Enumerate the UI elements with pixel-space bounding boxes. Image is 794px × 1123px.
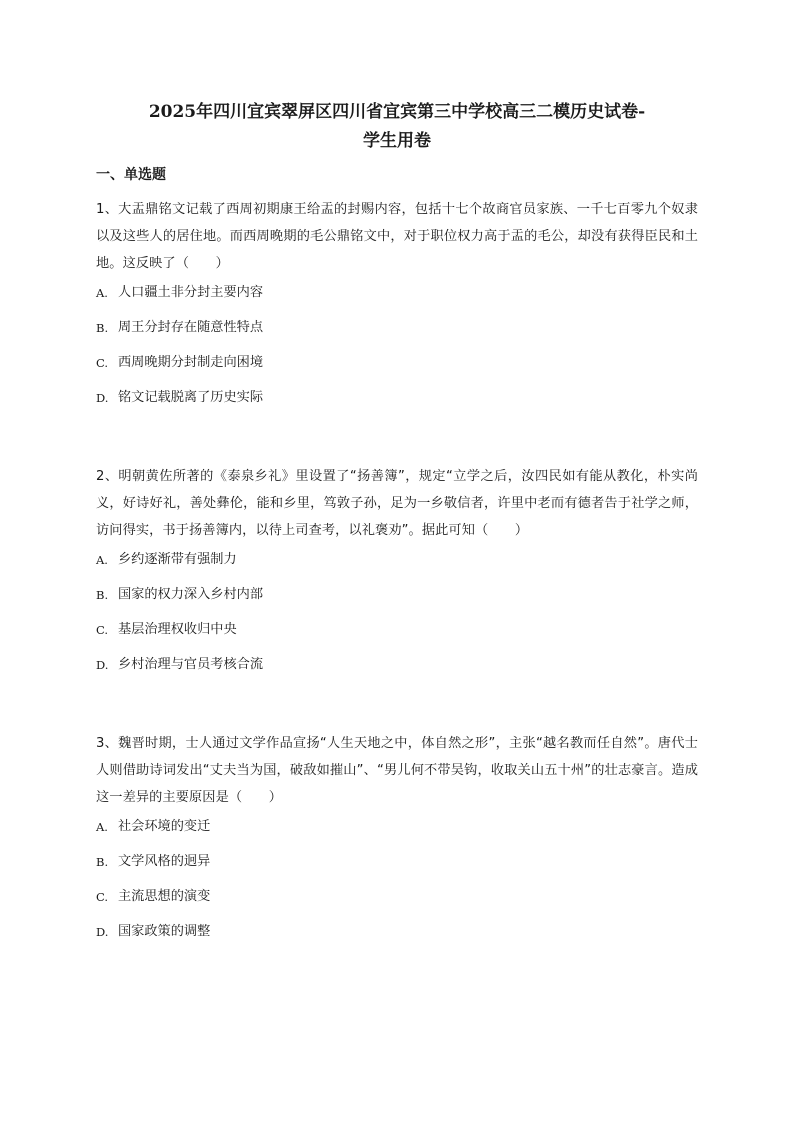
option-c[interactable] xyxy=(96,620,698,655)
option-letter: B. xyxy=(96,855,109,869)
option-list xyxy=(96,283,698,423)
option-letter: B. xyxy=(96,321,109,335)
option-letter: D. xyxy=(96,658,109,672)
option-text: 周王分封存在随意性特点 xyxy=(118,320,264,335)
question-stem: 1、大盂鼎铭文记载了西周初期康王给盂的封赐内容，包括十七个故商官员家族、一千七百零九个奴隶以及这些人的居住地。而西周晚期的毛公鼎铭文中，对于职位权力高于盂的毛公，却没有获得臣民和土地。这反映了（ ） xyxy=(96,202,698,271)
option-letter: C. xyxy=(96,890,109,904)
option-letter: D. xyxy=(96,391,109,405)
question-3 xyxy=(96,730,698,957)
option-list xyxy=(96,817,698,957)
option-d[interactable] xyxy=(96,388,698,423)
option-letter: A. xyxy=(96,820,108,834)
option-text: 人口疆土非分封主要内容 xyxy=(118,285,264,300)
option-text: 社会环境的变迁 xyxy=(118,819,211,834)
option-b[interactable] xyxy=(96,585,698,620)
section-heading: 一、单选题 xyxy=(96,167,166,183)
option-a[interactable] xyxy=(96,283,698,318)
option-a[interactable] xyxy=(96,550,698,585)
option-text: 铭文记载脱离了历史实际 xyxy=(118,390,264,405)
option-text: 西周晚期分封制走向困境 xyxy=(118,355,264,370)
option-text: 乡约逐渐带有强制力 xyxy=(118,552,237,567)
option-c[interactable] xyxy=(96,353,698,388)
document-title-line-2: 学生用卷 xyxy=(363,131,431,151)
question-1 xyxy=(96,196,698,423)
option-text: 国家政策的调整 xyxy=(118,924,211,939)
option-letter: A. xyxy=(96,553,108,567)
document-title xyxy=(96,98,698,156)
option-text: 乡村治理与官员考核合流 xyxy=(118,657,264,672)
option-letter: A. xyxy=(96,286,108,300)
option-d[interactable] xyxy=(96,922,698,957)
option-c[interactable] xyxy=(96,887,698,922)
option-b[interactable] xyxy=(96,318,698,353)
option-d[interactable] xyxy=(96,655,698,690)
option-text: 主流思想的演变 xyxy=(118,889,211,904)
option-letter: B. xyxy=(96,588,109,602)
option-letter: C. xyxy=(96,356,109,370)
question-stem: 3、魏晋时期，士人通过文学作品宣扬“人生天地之中，体自然之形”，主张“越名教而任自然”。唐代士人则借助诗词发出“丈夫当为国，破敌如摧山”、“男儿何不带吴钩，收取关山五十州”的壮志豪言。造成这一差异的主要原因是（ ） xyxy=(96,736,698,805)
question-stem: 2、明朝黄佐所著的《泰泉乡礼》里设置了“扬善簿”，规定“立学之后，汝四民如有能从教化，朴实尚义，好诗好礼，善处彝伦，能和乡里，笃敦子孙，足为一乡敬信者，许里中老而有德者告于社学之师，访问得实，书于扬善簿内，以待上司查考，以礼褒劝”。据此可知（ ） xyxy=(96,469,698,538)
option-text: 国家的权力深入乡村内部 xyxy=(118,587,264,602)
option-b[interactable] xyxy=(96,852,698,887)
option-text: 文学风格的迥异 xyxy=(118,854,211,869)
document-title-line-1: 2025年四川宜宾翠屏区四川省宜宾第三中学校高三二模历史试卷- xyxy=(148,102,646,122)
question-2 xyxy=(96,463,698,690)
option-text: 基层治理权收归中央 xyxy=(118,622,237,637)
option-a[interactable] xyxy=(96,817,698,852)
option-letter: C. xyxy=(96,623,109,637)
option-letter: D. xyxy=(96,925,109,939)
option-list xyxy=(96,550,698,690)
